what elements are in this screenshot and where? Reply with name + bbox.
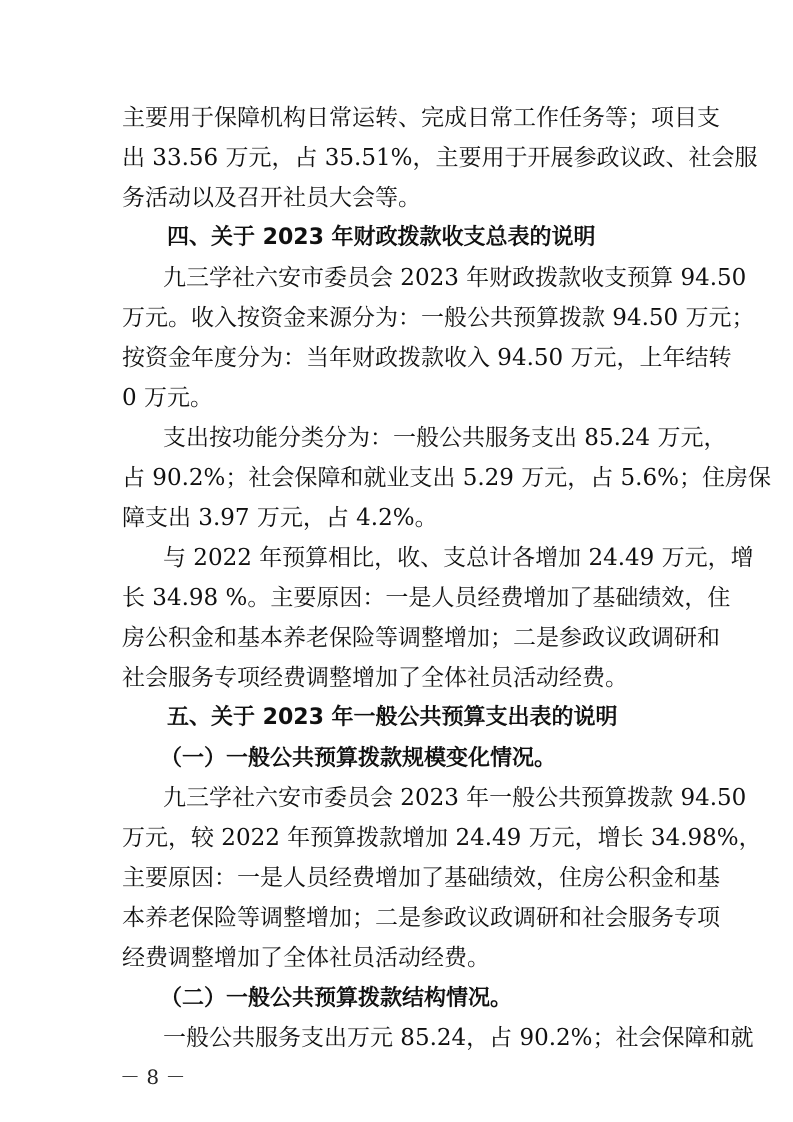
body-line: 一般公共服务支出万元 85.24，占 90.2%；社会保障和就: [163, 1025, 754, 1051]
body-line: 务活动以及召开社员大会等。: [122, 185, 421, 211]
body-line: 支出按功能分类分为：一般公共服务支出 85.24 万元，: [163, 425, 727, 451]
body-line: 按资金年度分为：当年财政拨款收入 94.50 万元，上年结转: [122, 345, 732, 371]
body-line: 0 万元。: [122, 385, 213, 411]
body-line: 万元。收入按资金来源分为：一般公共预算拨款 94.50 万元；: [122, 305, 755, 331]
body-line: 本养老保险等调整增加；二是参政议政调研和社会服务专项: [122, 905, 720, 931]
subsection-heading-1: （一）一般公共预算拨款规模变化情况。: [160, 745, 557, 771]
body-line: 出 33.56 万元，占 35.51%，主要用于开展参政议政、社会服: [122, 145, 758, 171]
body-line: 九三学社六安市委员会 2023 年一般公共预算拨款 94.50: [163, 785, 747, 811]
body-line: 占 90.2%；社会保障和就业支出 5.29 万元，占 5.6%；住房保: [122, 465, 771, 491]
body-line: 经费调整增加了全体社员活动经费。: [122, 945, 490, 971]
page-number: － 8 －: [120, 1065, 186, 1089]
body-line: 房公积金和基本养老保险等调整增加；二是参政议政调研和: [122, 625, 720, 651]
body-line: 主要用于保障机构日常运转、完成日常工作任务等；项目支: [122, 105, 720, 131]
body-line: 主要原因：一是人员经费增加了基础绩效，住房公积金和基: [122, 865, 720, 891]
section-heading-5: 五、关于 2023 年一般公共预算支出表的说明: [167, 705, 618, 730]
body-line: 与 2022 年预算相比，收、支总计各增加 24.49 万元，增: [163, 545, 754, 571]
body-line: 九三学社六安市委员会 2023 年财政拨款收支预算 94.50: [163, 265, 747, 291]
body-line: 万元，较 2022 年预算拨款增加 24.49 万元，增长 34.98%，: [122, 825, 762, 851]
subsection-heading-2: （二）一般公共预算拨款结构情况。: [160, 985, 513, 1011]
body-line: 长 34.98 %。主要原因：一是人员经费增加了基础绩效，住: [122, 585, 731, 611]
section-heading-4: 四、关于 2023 年财政拨款收支总表的说明: [167, 225, 596, 250]
body-line: 社会服务专项经费调整增加了全体社员活动经费。: [122, 665, 628, 691]
body-line: 障支出 3.97 万元，占 4.2%。: [122, 505, 438, 531]
